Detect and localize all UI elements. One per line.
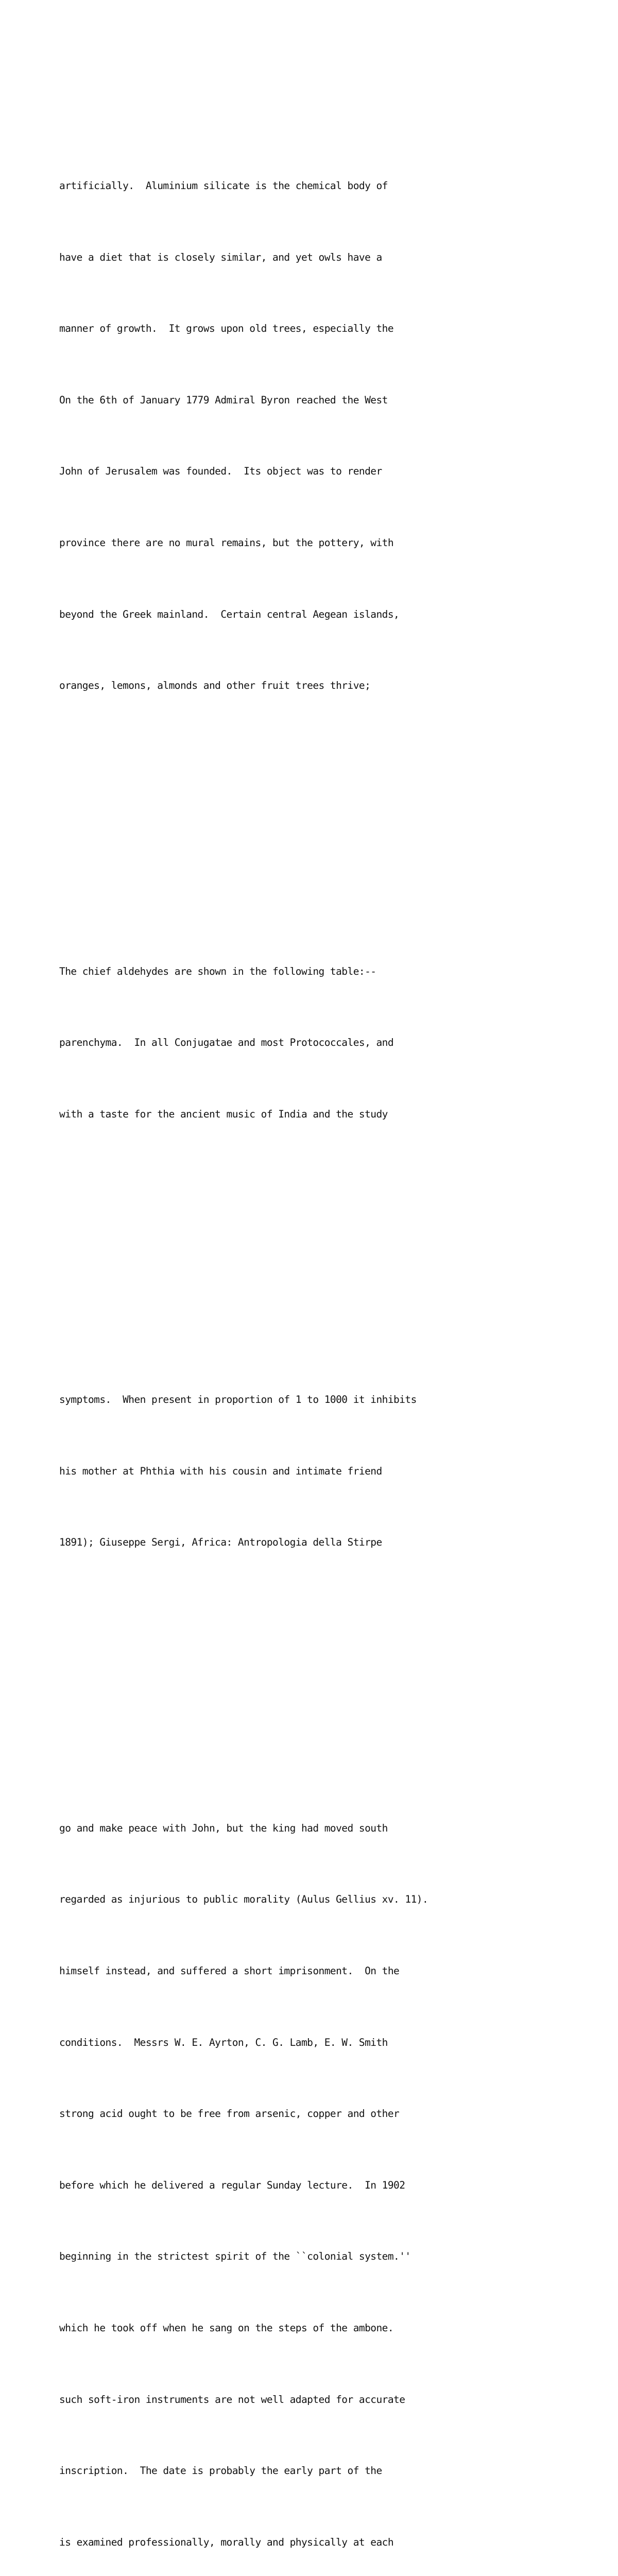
text-line: The chief aldehydes are shown in the following table:-- [59,965,376,977]
text-line: artificially. Aluminium silicate is the chemical body of [59,180,388,192]
text-line: symptoms. When present in proportion of 1 to 1000 it inhibits [59,1394,417,1406]
text-line: parenchyma. In all Conjugatae and most Protococcales, and [59,1037,394,1049]
text-line: John of Jerusalem was founded. Its object was to render [59,465,382,478]
text-line: have a diet that is closely similar, and yet owls have a [59,251,382,263]
text-line: On the 6th of January 1779 Admiral Byron reached the West [59,394,388,406]
paragraph-gap [59,817,595,840]
text-line: oranges, lemons, almonds and other fruit trees thrive; [59,680,371,692]
text-line: himself instead, and suffered a short imprisonment. On the [59,1964,400,1977]
text-line: before which he delivered a regular Sunday lecture. In 1902 [59,2179,405,2191]
paragraph-gap [59,1674,595,1698]
paragraph-1 [59,127,595,745]
text-line: beyond the Greek mainland. Certain central Aegean islands, [59,608,400,620]
text-line: 1891); Giuseppe Sergi, Africa: Antropologia della Stirpe [59,1536,382,1549]
text-line: go and make peace with John, but the king had moved south [59,1822,388,1834]
paragraph-gap [59,1245,595,1269]
text-line: inscription. The date is probably the early part of the [59,2465,382,2477]
text-line: strong acid ought to be free from arsenic, copper and other [59,2108,400,2120]
text-line: is examined professionally, morally and physically at each [59,2536,394,2548]
paragraph-3 [59,1341,595,1602]
text-line: such soft-iron instruments are not well adapted for accurate [59,2393,405,2405]
paragraph-4 [59,1769,595,2576]
text-line: regarded as injurious to public morality (Aulus Gellius xv. 11). [59,1893,428,1906]
text-line: conditions. Messrs W. E. Ayrton, C. G. Lamb, E. W. Smith [59,2036,388,2048]
text-line: his mother at Phthia with his cousin and intimate friend [59,1465,382,1477]
text-line: with a taste for the ancient music of India and the study [59,1108,388,1120]
text-line: beginning in the strictest spirit of the ``colonial system.'' [59,2250,411,2263]
text-line: province there are no mural remains, but the pottery, with [59,536,394,549]
paragraph-2 [59,912,595,1174]
document-body [59,55,595,2576]
text-line: which he took off when he sang on the steps of the ambone. [59,2321,394,2334]
text-line: manner of growth. It grows upon old trees, especially the [59,323,394,335]
